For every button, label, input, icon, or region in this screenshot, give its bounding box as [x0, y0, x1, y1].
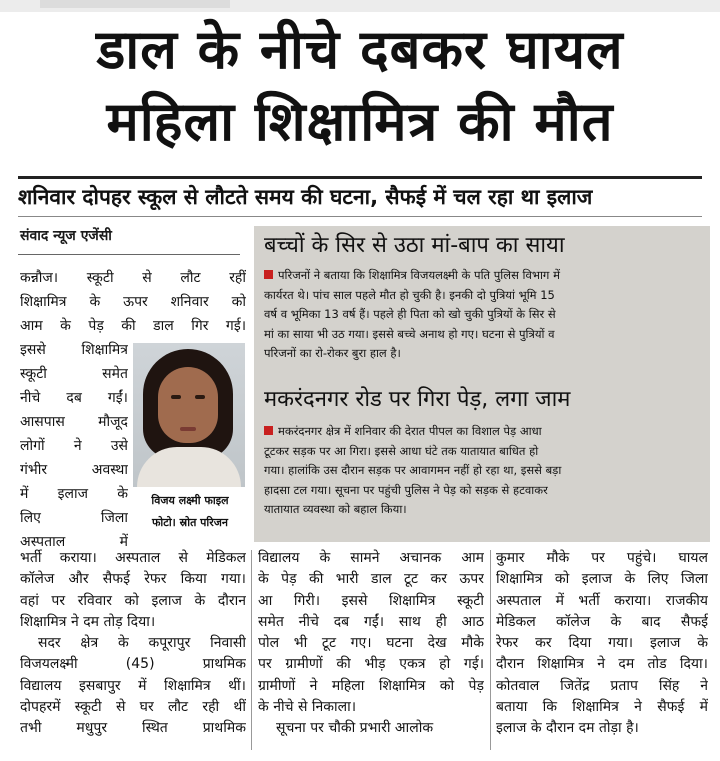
photo-eye-left [171, 395, 181, 399]
subheadline-rule [18, 216, 702, 217]
column-line: विद्यालय के सामने अचानक आम [258, 550, 484, 566]
lead-line: इससे शिक्षामित्र [20, 342, 128, 358]
column-line: आ गिरी। इससे शिक्षामित्र स्कूटी [258, 592, 484, 609]
column-line: मेडिकल कॉलेज के बाद सैफई [496, 613, 708, 630]
sidebar-line: मां का साया भी उठ गया। इससे बच्चे अनाथ हो गए। घटना से पुत्रियों व [264, 326, 555, 341]
column-line: इलाज के दौरान दम तोड़ा है। [496, 720, 639, 737]
column-line: ग्रामीणों ने महिला शिक्षामित्र को पेड़ [258, 677, 484, 694]
headline [0, 14, 720, 158]
sidebar-paragraph-2 [264, 422, 694, 520]
photo-eye-right [195, 395, 205, 399]
lead-line: में इलाज के [20, 486, 128, 502]
victim-photo [133, 343, 245, 487]
column-line: पोल भी टूट गए। घटना देख मौके [258, 635, 484, 652]
lead-line: स्कूटी समेत [20, 366, 128, 382]
lead-line: आम के पेड़ की डाल गिर गई। [20, 318, 246, 334]
byline-rule [18, 254, 240, 255]
column-line: तभी मधुपुर स्थित प्राथमिक [20, 720, 246, 737]
headline-line-2: महिला शिक्षामित्र की मौत [106, 90, 614, 153]
column-line: सूचना पर चौकी प्रभारी आलोक [276, 720, 434, 737]
sidebar-line: वर्ष व भूमिका 13 वर्ष हैं। पहले ही पिता को खो चुकी पुत्रियों के सिर से [264, 307, 556, 321]
column-line: पर ग्रामीणों की भीड़ एकत्र हो गई। [258, 656, 484, 673]
lead-line: कन्नौज। स्कूटी से लौट रहीं [20, 270, 246, 286]
sidebar-line: यातायात व्यवस्था को बहाल किया। [264, 502, 407, 516]
sidebar-line: परिजनों का रो-रोकर बुरा हाल है। [264, 346, 401, 360]
column-line: शिक्षामित्र ने दम तोड़ दिया। [20, 613, 156, 630]
photo-caption-line-2: फोटो। स्रोत परिजन [151, 516, 229, 529]
column-line: समेत नीचे दब गईं। साथ ही आठ [258, 613, 484, 630]
column-line: अस्पताल में भर्ती कराया। राजकीय [496, 592, 708, 609]
column-line: रेफर कर दिया गया। इलाज के [496, 635, 708, 652]
column-line: दोपहरमें स्कूटी से घर लौट रही थीं [20, 699, 246, 716]
bullet-icon [264, 270, 273, 279]
column-line: के नीचे से निकाला। [258, 699, 357, 716]
column-line: शिक्षामित्र को इलाज के लिए जिला [496, 571, 708, 588]
column-line: सदर क्षेत्र के कपूरापुर निवासी [38, 635, 246, 652]
sidebar-heading-1: बच्चों के सिर से उठा मां-बाप का साया [264, 233, 565, 258]
photo-caption [133, 490, 247, 534]
photo-face [158, 367, 218, 443]
column-divider [490, 550, 491, 750]
column-1 [20, 548, 246, 740]
headline-line-1: डाल के नीचे दबकर घायल [96, 18, 624, 81]
bullet-icon [264, 426, 273, 435]
photo-body [137, 447, 241, 487]
column-line: विजयलक्ष्मी (45) प्राथमिक [20, 656, 246, 673]
column-3 [496, 548, 708, 740]
headline-rule [18, 176, 702, 179]
column-line: के पेड़ की भारी डाल टूट कर ऊपर [258, 571, 484, 588]
column-line: कुमार मौके पर पहुंचे। घायल [496, 550, 708, 566]
lead-line: गंभीर अवस्था [20, 462, 128, 478]
sidebar-line-text: मकरंदनगर क्षेत्र में शनिवार की देरात पीपल का विशाल पेड़ आधा [278, 424, 542, 438]
column-line: कॉलेज और सैफई रेफर किया गया। [20, 571, 246, 588]
column-divider [251, 550, 252, 750]
photo-lips [180, 427, 196, 431]
sidebar-line: कार्यरत थे। पांच साल पहले मौत हो चुकी है। इनकी दो पुत्रियां भूमि 15 [264, 287, 555, 302]
sidebar-box [254, 226, 710, 542]
sidebar-heading-2: मकरंदनगर रोड पर गिरा पेड़, लगा जाम [264, 387, 571, 412]
lead-line: आसपास मौजूद [20, 414, 128, 430]
page-top-strip [0, 0, 720, 12]
lead-line: अस्पताल में [20, 534, 128, 550]
subheadline: शनिवार दोपहर स्कूल से लौटते समय की घटना, सैफई में चल रहा था इलाज [18, 185, 593, 209]
column-line: वहां पर रविवार को इलाज के दौरान [20, 592, 246, 609]
sidebar-line [264, 266, 694, 286]
column-line: विद्यालय इसबापुर में शिक्षामित्र थीं। [20, 677, 246, 694]
column-2 [258, 548, 484, 740]
sidebar-line: हादसा टल गया। सूचना पर पहुंची पुलिस ने पेड़ को सड़क से हटवाकर [264, 482, 548, 497]
sidebar-line-text: परिजनों ने बताया कि शिक्षामित्र विजयलक्ष्मी के पति पुलिस विभाग में [278, 268, 560, 282]
sidebar-paragraph-1 [264, 266, 694, 364]
byline: संवाद न्यूज एजेंसी [20, 228, 112, 244]
sidebar-line [264, 422, 694, 442]
lead-line: लोगों ने उसे [20, 438, 128, 454]
column-line: भर्ती कराया। अस्पताल से मेडिकल [20, 550, 246, 566]
column-line: दौरान शिक्षामित्र ने दम तोड दिया। [496, 656, 708, 673]
page-top-tick [40, 0, 230, 8]
column-line: कोतवाल जितेंद्र प्रताप सिंह ने [496, 677, 708, 694]
sidebar-line: टूटकर सड़क पर आ गिरा। इससे आधा घंटे तक यातायात बाधित हो [264, 443, 539, 458]
lead-line: लिए जिला [20, 510, 128, 526]
column-line: बताया कि शिक्षामित्र ने सैफई में [496, 699, 708, 716]
sidebar-line: गया। हालांकि उस दौरान सड़क पर आवागमन नहीं हो रहा था, इससे बड़ा [264, 463, 562, 477]
photo-caption-line-1: विजय लक्ष्मी फाइल [151, 494, 229, 507]
lead-line: नीचे दब गईं। [20, 390, 128, 406]
lead-line: शिक्षामित्र के ऊपर शनिवार को [20, 294, 246, 310]
